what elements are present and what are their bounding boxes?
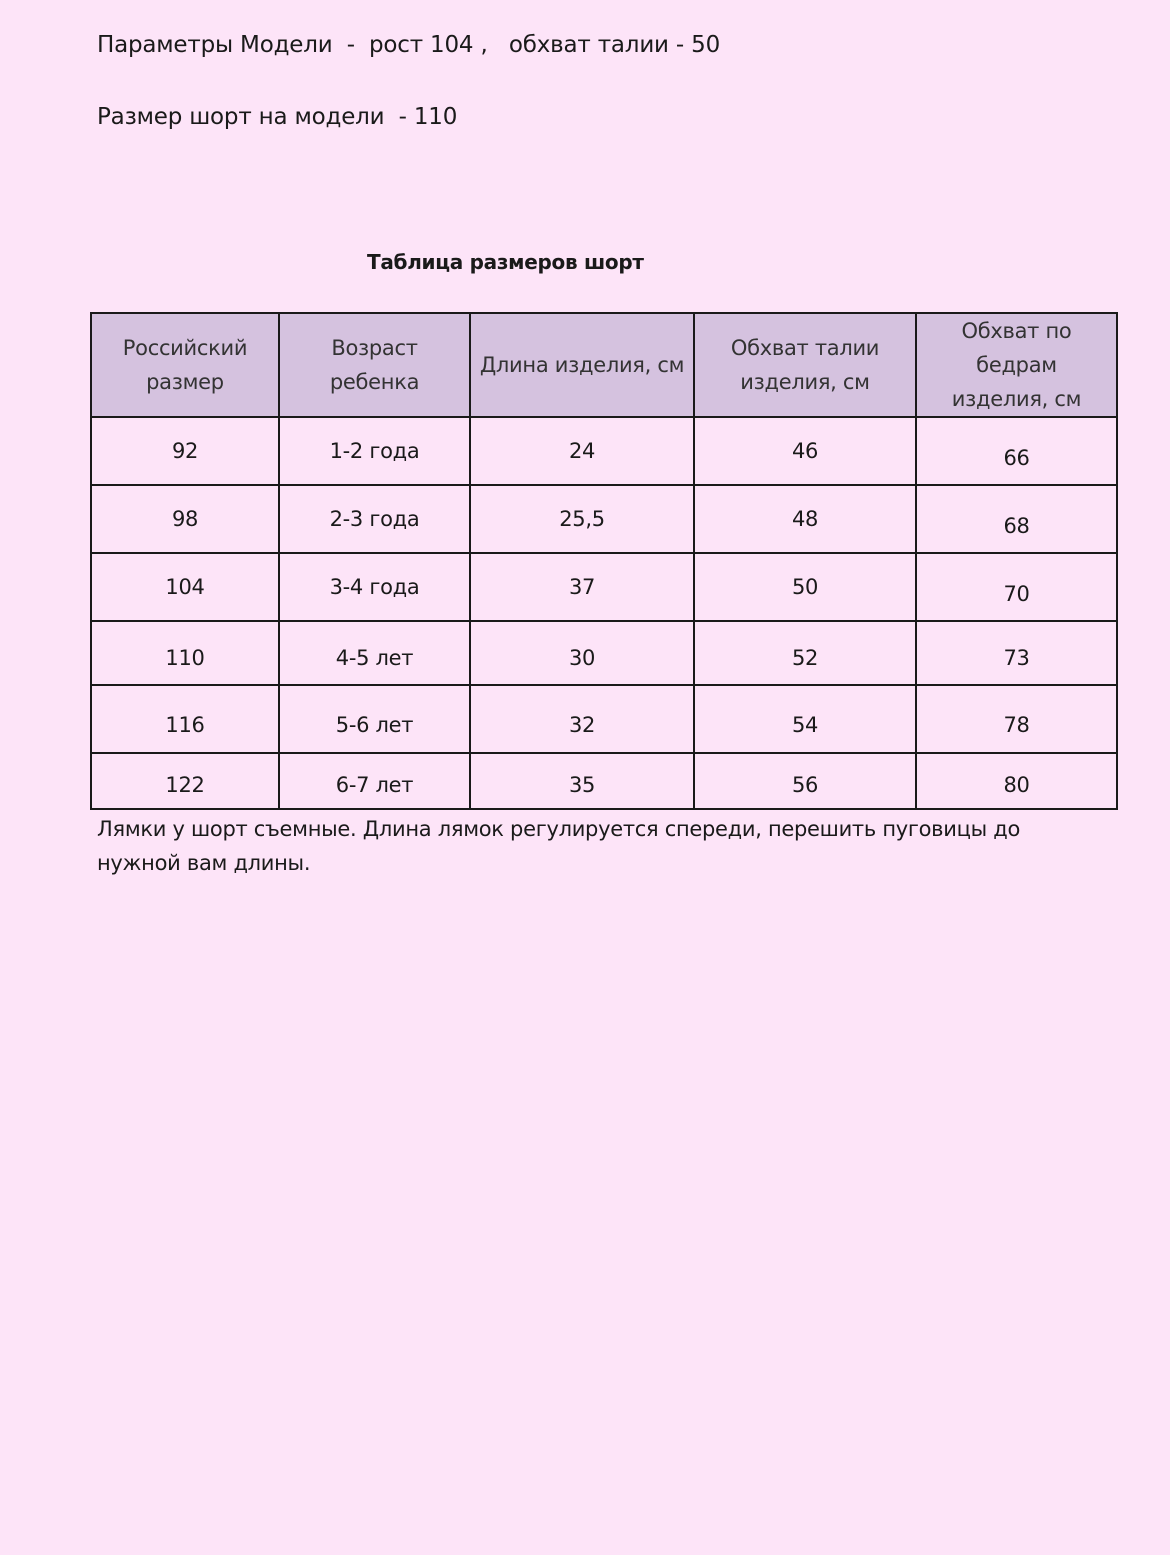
cell-age: 3-4 года	[279, 553, 470, 621]
cell-waist: 56	[694, 753, 916, 809]
cell-size: 92	[91, 417, 279, 485]
cell-hips: 80	[916, 753, 1117, 809]
cell-length: 32	[470, 685, 694, 753]
cell-hips: 73	[916, 621, 1117, 685]
cell-length: 37	[470, 553, 694, 621]
cell-age: 4-5 лет	[279, 621, 470, 685]
cell-hips: 78	[916, 685, 1117, 753]
table-row	[91, 685, 1117, 753]
cell-length: 30	[470, 621, 694, 685]
cell-size: 98	[91, 485, 279, 553]
header-child-age: Возраст ребенка	[279, 313, 470, 417]
table-row	[91, 753, 1117, 809]
cell-length: 35	[470, 753, 694, 809]
table-row	[91, 553, 1117, 621]
cell-size: 104	[91, 553, 279, 621]
cell-waist: 48	[694, 485, 916, 553]
cell-waist: 52	[694, 621, 916, 685]
header-hips: Обхват по бедрам изделия, см	[916, 313, 1117, 417]
cell-size: 122	[91, 753, 279, 809]
cell-waist: 50	[694, 553, 916, 621]
header-length: Длина изделия, см	[470, 313, 694, 417]
size-table	[90, 312, 1118, 810]
table-row	[91, 621, 1117, 685]
cell-age: 2-3 года	[279, 485, 470, 553]
table-row	[91, 485, 1117, 553]
straps-note: Лямки у шорт съемные. Длина лямок регулируется спереди, перешить пуговицы до нужной вам длины.	[97, 817, 1021, 875]
cell-size: 110	[91, 621, 279, 685]
cell-size: 116	[91, 685, 279, 753]
table-title: Таблица размеров шорт	[367, 250, 644, 274]
cell-hips: 70	[916, 553, 1117, 621]
header-waist: Обхват талии изделия, см	[694, 313, 916, 417]
cell-age: 1-2 года	[279, 417, 470, 485]
cell-waist: 46	[694, 417, 916, 485]
model-size: Размер шорт на модели - 110	[97, 104, 458, 130]
cell-waist: 54	[694, 685, 916, 753]
cell-age: 5-6 лет	[279, 685, 470, 753]
table-header-row	[91, 313, 1117, 417]
cell-length: 24	[470, 417, 694, 485]
cell-age: 6-7 лет	[279, 753, 470, 809]
model-parameters: Параметры Модели - рост 104 , обхват талии - 50	[97, 32, 720, 58]
cell-hips: 66	[916, 417, 1117, 485]
table-row	[91, 417, 1117, 485]
cell-hips: 68	[916, 485, 1117, 553]
cell-length: 25,5	[470, 485, 694, 553]
header-russian-size: Российский размер	[91, 313, 279, 417]
